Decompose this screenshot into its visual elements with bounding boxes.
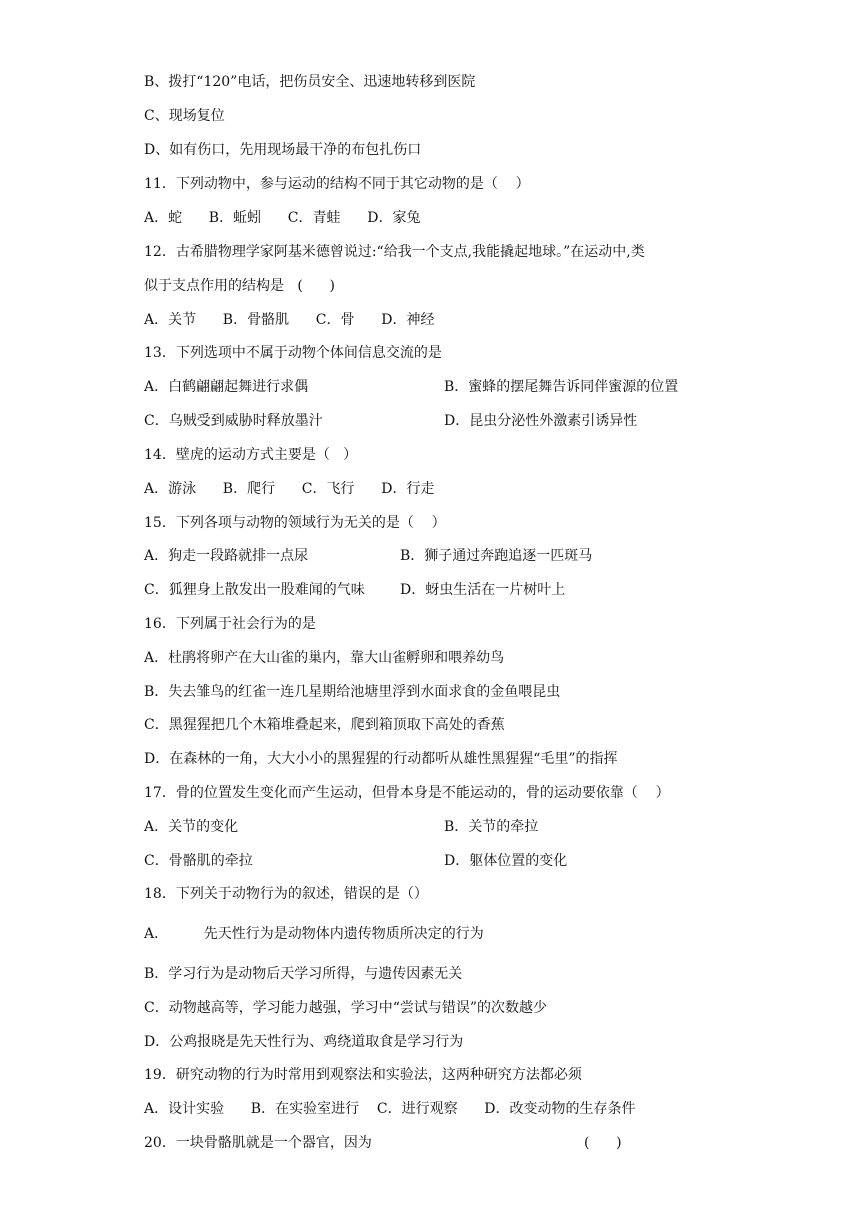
question-14-options: A．游泳 B．爬行 C．飞行 D．行走 [144,481,435,497]
q13-option-d: D．昆虫分泌性外激素引诱异性 [444,413,638,429]
question-16: 16．下列属于社会行为的是 [144,616,316,632]
question-13: 13．下列选项中不属于动物个体间信息交流的是 [144,345,442,361]
question-15: 15．下列各项与动物的领域行为无关的是（ ） [144,515,446,531]
q15-option-b: B．狮子通过奔跑追逐一匹斑马 [400,548,593,564]
q18-option-d: D．公鸡报晓是先天性行为、鸡绕道取食是学习行为 [144,1034,464,1050]
q18-option-a: A． 先天性行为是动物体内遗传物质所决定的行为 [144,926,484,942]
q15-option-d: D．蚜虫生活在一片树叶上 [400,582,566,598]
q18-option-b: B．学习行为是动物后天学习所得，与遗传因素无关 [144,966,463,982]
question-11-options: A．蛇 B．蚯蚓 C．青蛙 D．家兔 [144,210,421,226]
q17-option-b: B．关节的牵拉 [444,819,539,835]
q15-option-a: A．狗走一段路就排一点尿 [144,548,309,564]
q13-option-c: C．乌贼受到威胁时释放墨汁 [144,413,323,429]
question-17: 17．骨的位置发生变化而产生运动，但骨本身是不能运动的，骨的运动要依靠（ ） [144,785,670,801]
question-12-options: A．关节 B．骨骼肌 C．骨 D．神经 [144,312,435,328]
question-20: 20．一块骨骼肌就是一个器官，因为 [144,1135,372,1151]
answer-blank: ( ) [584,1135,622,1151]
text-line: C、现场复位 [144,108,225,124]
q16-option-c: C．黑猩猩把几个木箱堆叠起来，爬到箱顶取下高处的香蕉 [144,717,505,733]
question-12: 12．古希腊物理学家阿基米德曾说过:“给我一个支点,我能撬起地球。”在运动中,类 [144,244,645,260]
q16-option-d: D．在森林的一角，大大小小的黑猩猩的行动都听从雄性黑猩猩“毛里”的指挥 [144,751,618,767]
question-14: 14．壁虎的运动方式主要是（ ） [144,447,358,463]
q13-option-b: B．蜜蜂的摆尾舞告诉同伴蜜源的位置 [444,379,679,395]
text-line: B、拨打“120”电话，把伤员安全、迅速地转移到医院 [144,74,476,90]
q18-option-c: C．动物越高等，学习能力越强，学习中“尝试与错误”的次数越少 [144,1000,548,1016]
question-11: 11．下列动物中，参与运动的结构不同于其它动物的是（ ） [144,176,530,192]
q15-option-c: C．狐狸身上散发出一股难闻的气味 [144,582,365,598]
q17-option-d: D．躯体位置的变化 [444,853,568,869]
text-line: D、如有伤口，先用现场最干净的布包扎伤口 [144,142,422,158]
q16-option-a: A．杜鹃将卵产在大山雀的巢内，靠大山雀孵卵和喂养幼鸟 [144,650,505,666]
question-18: 18．下列关于动物行为的叙述，错误的是（） [144,886,428,902]
q17-option-c: C．骨骼肌的牵拉 [144,853,253,869]
question-19-options: A．设计实验 B．在实验室进行 C．进行观察 D．改变动物的生存条件 [144,1101,636,1117]
q13-option-a: A．白鹤翩翩起舞进行求偶 [144,379,309,395]
q17-option-a: A．关节的变化 [144,819,239,835]
question-12-continued: 似于支点作用的结构是 ( ) [144,278,335,294]
q16-option-b: B．失去雏鸟的红雀一连几星期给池塘里浮到水面求食的金鱼喂昆虫 [144,684,561,700]
question-19: 19．研究动物的行为时常用到观察法和实验法，这两种研究方法都必须 [144,1067,582,1083]
